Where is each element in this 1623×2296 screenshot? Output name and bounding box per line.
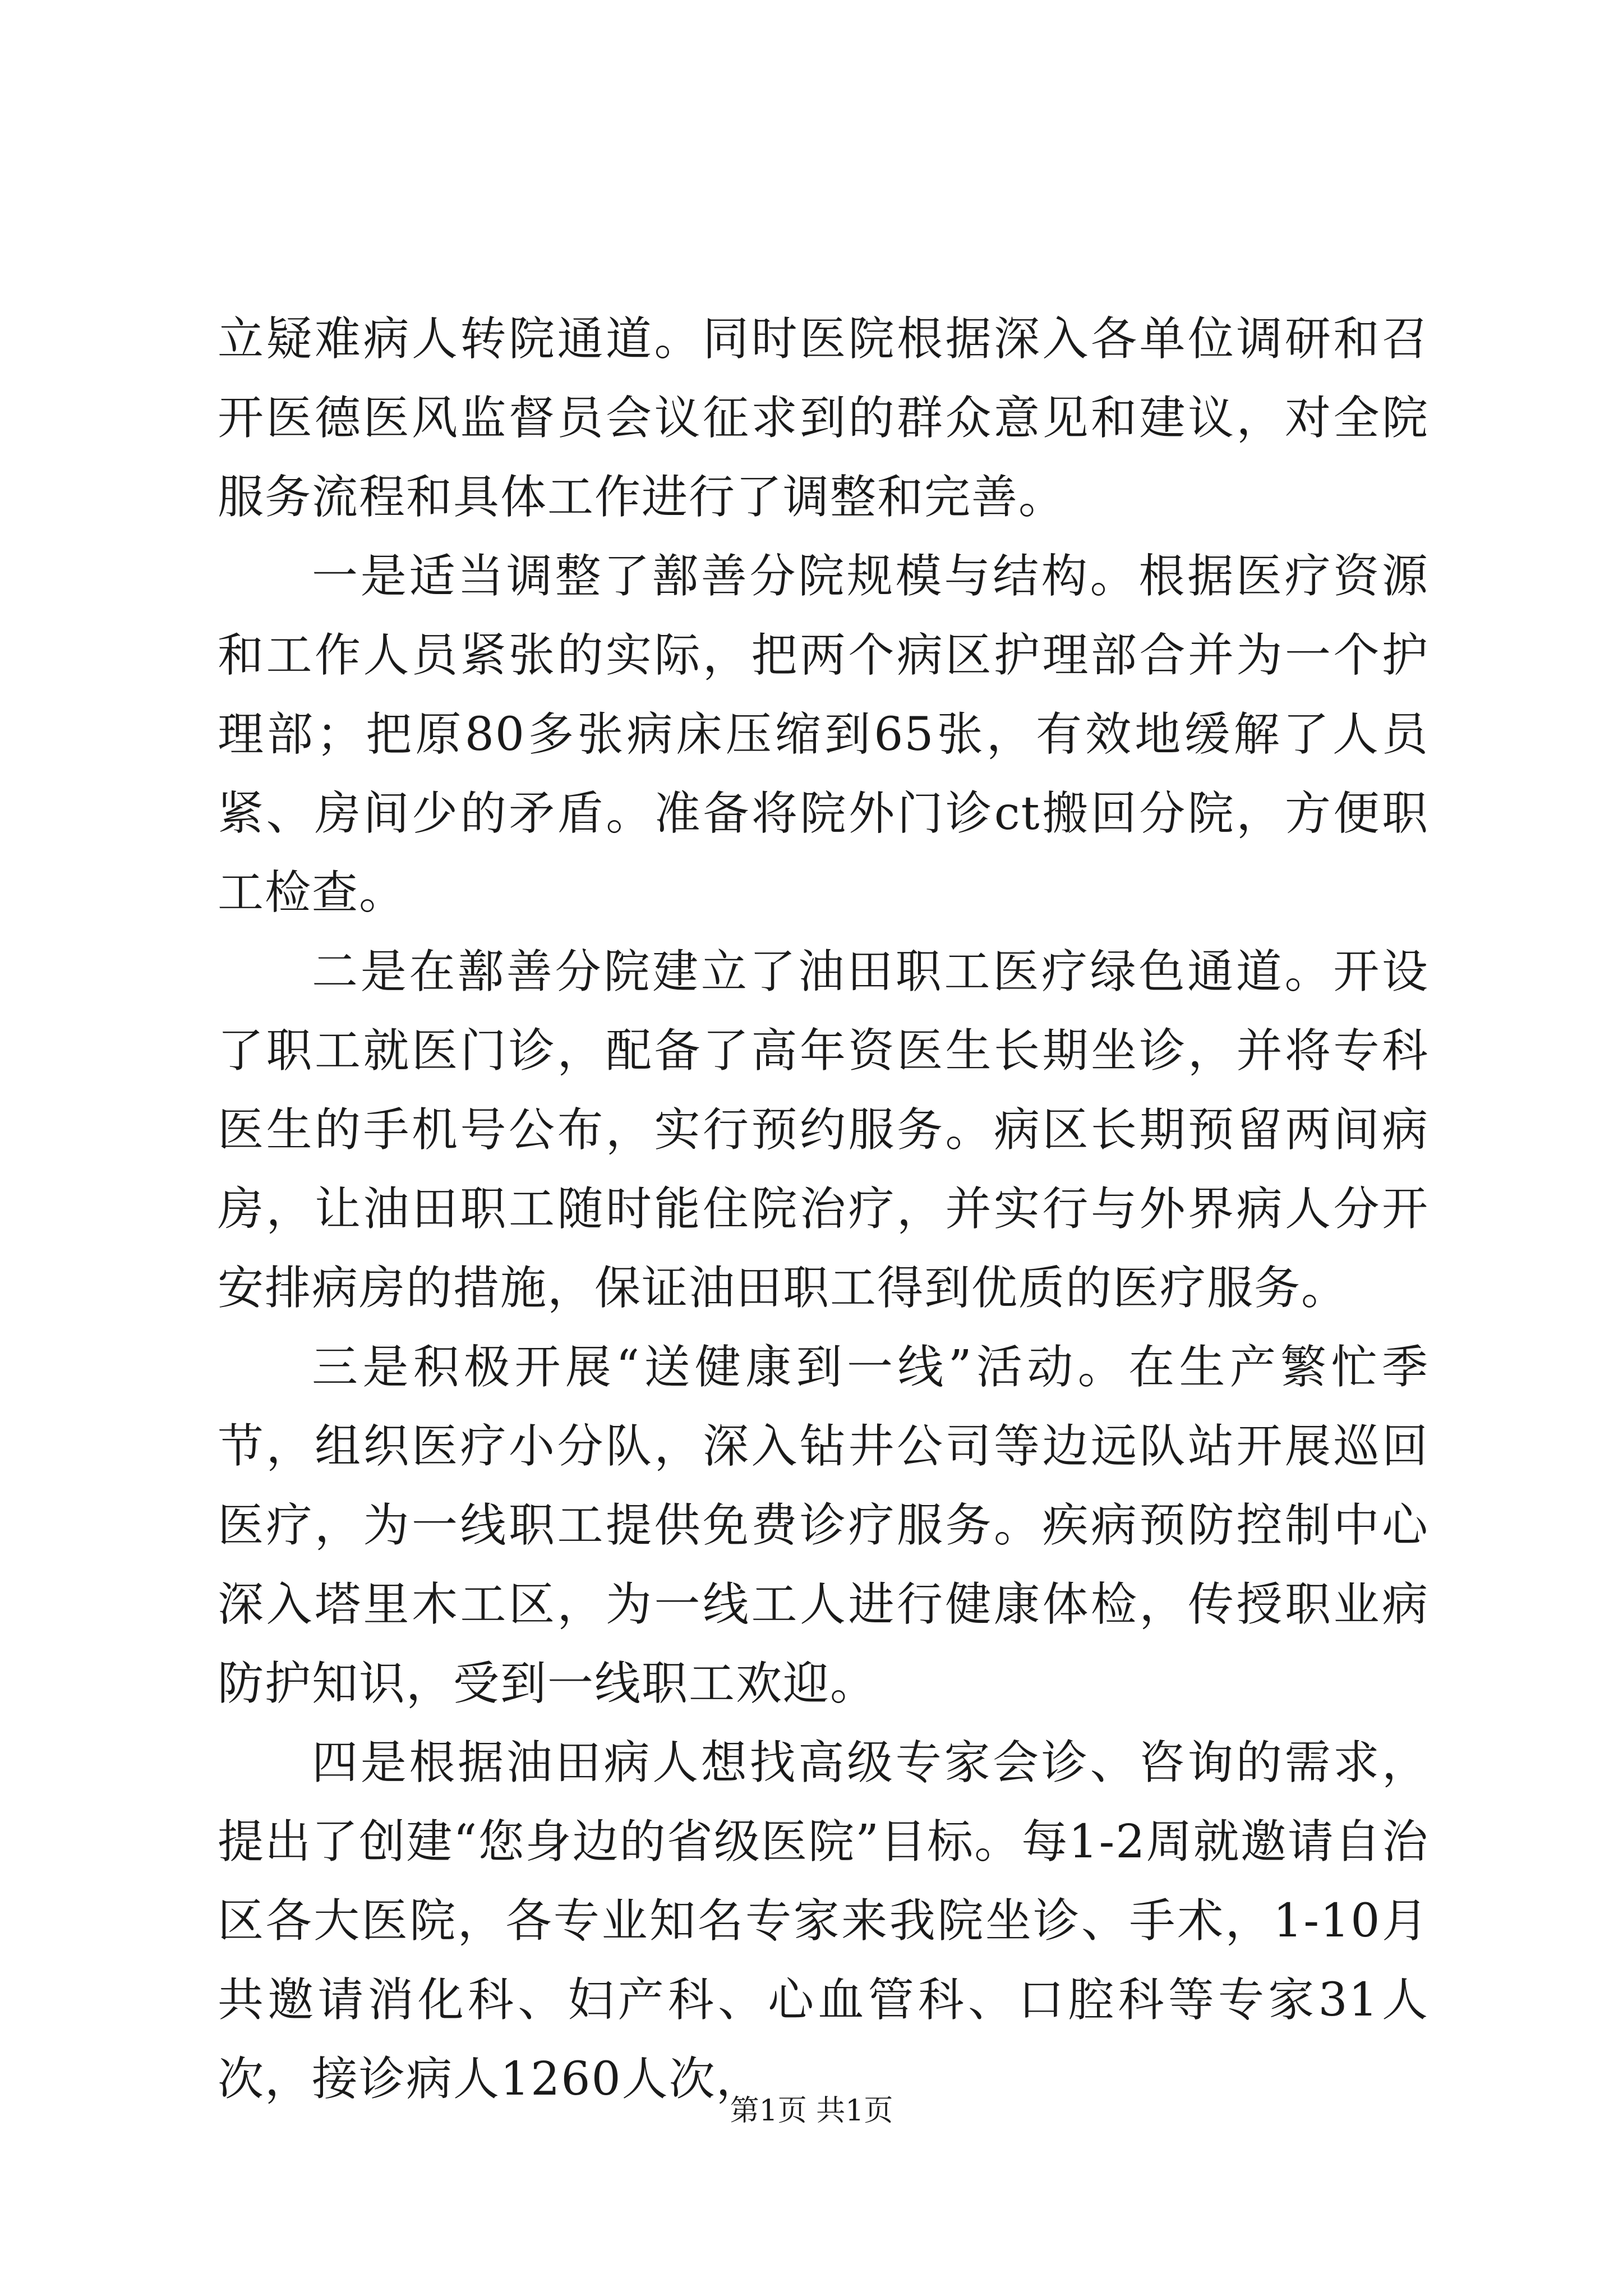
document-body bbox=[218, 300, 1429, 2119]
paragraph-continued: 立疑难病人转院通道。同时医院根据深入各单位调研和召开医德医风监督员会议征求到的群众意见和建议，对全院服务流程和具体工作进行了调整和完善。 bbox=[218, 312, 1429, 524]
paragraph-item-2: 二是在鄯善分院建立了油田职工医疗绿色通道。开设了职工就医门诊，配备了高年资医生长期坐诊，并将专科医生的手机号公布，实行预约服务。病区长期预留两间病房，让油田职工随时能住院治疗，并实行与外界病人分开安排病房的措施，保证油田职工得到优质的医疗服务。 bbox=[218, 945, 1429, 1315]
paragraph-item-1: 一是适当调整了鄯善分院规模与结构。根据医疗资源和工作人员紧张的实际，把两个病区护理部合并为一个护理部；把原80多张病床压缩到65张，有效地缓解了人员紧、房间少的矛盾。准备将院外门诊ct搬回分院，方便职工检查。 bbox=[218, 550, 1429, 919]
page-number-footer: 第1页 共1页 bbox=[730, 2094, 893, 2128]
paragraph-item-3: 三是积极开展“送健康到一线”活动。在生产繁忙季节，组织医疗小分队，深入钻井公司等边远队站开展巡回医疗，为一线职工提供免费诊疗服务。疾病预防控制中心深入塔里木工区，为一线工人进行健康体检，传授职业病防护知识，受到一线职工欢迎。 bbox=[218, 1341, 1429, 1710]
paragraph-item-4: 四是根据油田病人想找高级专家会诊、咨询的需求，提出了创建“您身边的省级医院”目标。每1-2周就邀请自治区各大医院，各专业知名专家来我院坐诊、手术，1-10月共邀请消化科、妇产科、心血管科、口腔科等专家31人次，接诊病人1260人次， bbox=[218, 1736, 1429, 2106]
